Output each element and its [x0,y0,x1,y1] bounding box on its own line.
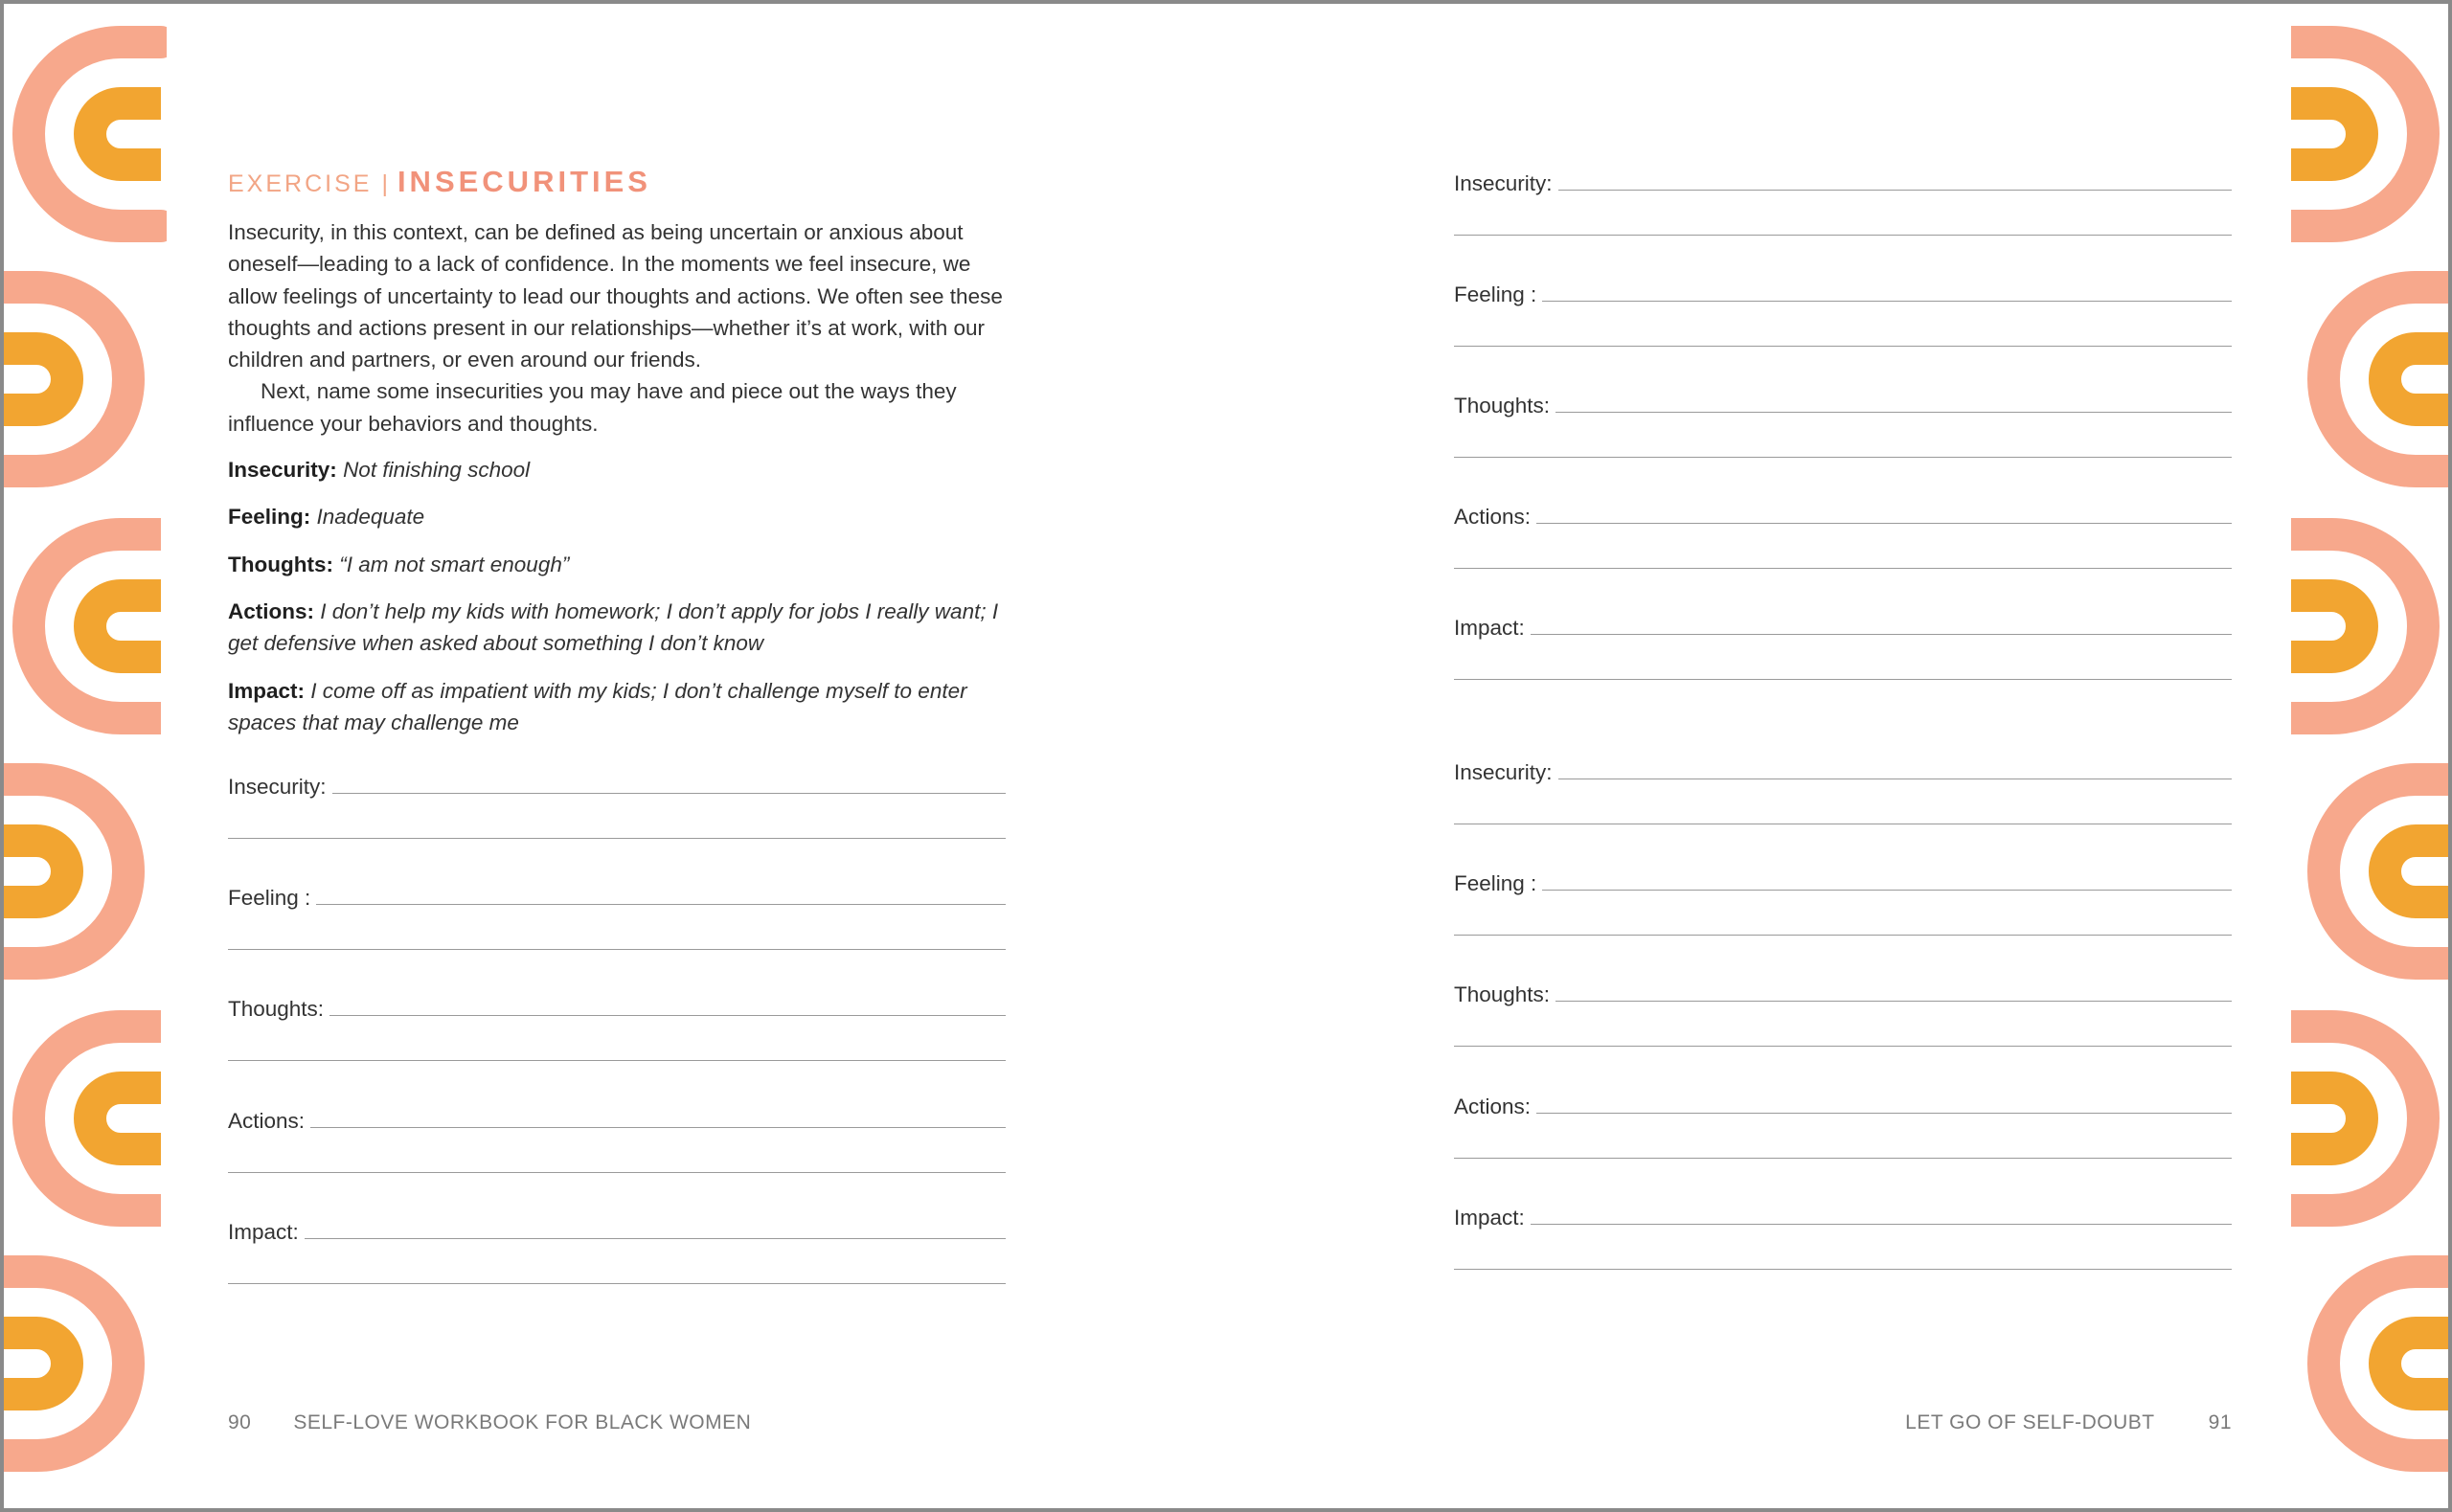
field-label: Thoughts: [1454,394,1551,417]
form2-field-actions[interactable] [1454,1085,2232,1152]
arch-motif-left-2 [4,287,128,471]
field-label: Insecurity: [1454,760,1553,784]
answer-line[interactable] [316,904,1006,905]
form1-field-actions[interactable] [1454,495,2232,562]
answer-line[interactable] [1555,412,2232,413]
arch-motif-right-3 [2291,534,2423,718]
left-page [228,4,1006,1508]
answer-line[interactable] [1531,1224,2232,1225]
form2-field-insecurity[interactable] [1454,751,2232,818]
answer-line[interactable] [1555,1001,2232,1002]
intro-text [228,216,1006,440]
answer-line[interactable] [1454,1046,2232,1047]
answer-line[interactable] [1454,568,2232,569]
answer-line[interactable] [1558,190,2232,191]
answer-line[interactable] [228,838,1006,839]
arch-motif-left-1 [29,42,161,226]
form-field-thoughts[interactable] [228,987,1006,1054]
heading-separator: | [381,170,388,197]
form2-field-feeling[interactable] [1454,862,2232,929]
footer-right [1905,1411,2232,1434]
field-label: Feeling : [228,886,311,910]
footer-left [228,1411,751,1434]
answer-line[interactable] [1454,1158,2232,1159]
arch-motif-left-5 [29,1027,161,1210]
example-label: Impact: [228,679,306,703]
book-title-running-head: SELF-LOVE WORKBOOK FOR BLACK WOMEN [293,1411,752,1433]
field-label: Thoughts: [1454,982,1551,1006]
example-label: Insecurity: [228,458,337,482]
decorative-arch-border-left [4,4,167,1512]
form1-field-impact[interactable] [1454,606,2232,673]
arch-motif-right-2 [2324,287,2448,471]
intro-paragraph-2: Next, name some insecurities you may have and piece out the ways they influence your behaviors and thoughts. [228,379,957,436]
answer-line[interactable] [228,949,1006,950]
field-label: Impact: [1454,616,1525,640]
field-label: Thoughts: [228,997,325,1021]
exercise-kicker: EXERCISE [228,170,373,197]
chapter-title-running-head: LET GO OF SELF-DOUBT [1905,1411,2155,1433]
form-field-feeling[interactable] [228,876,1006,943]
answer-line[interactable] [1536,1113,2232,1114]
answer-line[interactable] [1542,301,2232,302]
example-value: I come off as impatient with my kids; I don’t challenge myself to enter spaces that may challenge me [228,679,967,734]
arch-motif-right-4 [2324,779,2448,963]
form-field-impact[interactable] [228,1210,1006,1277]
example-feeling [228,501,1006,532]
example-value: I don’t help my kids with homework; I don’t apply for jobs I really want; I get defensive when asked about something I don’t know [228,599,999,655]
form1-field-feeling[interactable] [1454,273,2232,340]
answer-line[interactable] [228,1283,1006,1284]
answer-line[interactable] [305,1238,1006,1239]
example-actions [228,596,1006,659]
arch-motif-left-4 [4,779,128,963]
field-label: Insecurity: [228,775,327,799]
exercise-title: INSECURITIES [397,165,651,198]
arch-motif-left-3 [29,534,161,718]
example-value: Not finishing school [343,458,531,482]
form-field-actions[interactable] [228,1099,1006,1166]
field-label: Actions: [1454,1095,1532,1118]
field-label: Actions: [1454,505,1532,529]
field-label: Feeling : [1454,871,1537,895]
answer-line[interactable] [329,1015,1006,1016]
page-number-left: 90 [228,1411,252,1433]
answer-line[interactable] [1454,935,2232,936]
example-label: Thoughts: [228,553,333,576]
answer-line[interactable] [310,1127,1006,1128]
field-label: Impact: [228,1220,299,1244]
example-impact [228,675,1006,738]
arch-motif-right-1 [2291,42,2423,226]
answer-line[interactable] [1531,634,2232,635]
answer-line[interactable] [1454,679,2232,680]
field-label: Feeling : [1454,282,1537,306]
example-value: “I am not smart enough” [339,553,570,576]
answer-line[interactable] [1454,457,2232,458]
example-label: Actions: [228,599,314,623]
arch-motif-left-6 [4,1272,128,1456]
answer-line[interactable] [228,1060,1006,1061]
answer-line[interactable] [228,1172,1006,1173]
answer-line[interactable] [1454,235,2232,236]
field-label: Impact: [1454,1206,1525,1230]
form-field-insecurity[interactable] [228,765,1006,832]
answer-line[interactable] [1542,890,2232,891]
exercise-heading [228,165,651,199]
example-thoughts [228,549,1006,580]
arch-motif-right-6 [2324,1272,2448,1456]
example-value: Inadequate [316,505,425,529]
field-label: Insecurity: [1454,171,1553,195]
form1-field-insecurity[interactable] [1454,162,2232,229]
field-label: Actions: [228,1109,306,1133]
right-page [1454,4,2232,1508]
example-label: Feeling: [228,505,311,529]
arch-motif-right-5 [2291,1027,2423,1210]
form2-field-thoughts[interactable] [1454,973,2232,1040]
answer-line[interactable] [1454,1269,2232,1270]
decorative-arch-border-right [2285,4,2448,1512]
answer-line[interactable] [1454,346,2232,347]
example-insecurity [228,454,1006,485]
form1-field-thoughts[interactable] [1454,384,2232,451]
page-number-right: 91 [2208,1411,2232,1433]
answer-line[interactable] [332,793,1006,794]
intro-paragraph-1: Insecurity, in this context, can be defined as being uncertain or anxious about oneself—leading to a lack of confidence. In the moments we feel insecure, we allow feelings of uncertainty to lead our thoughts and actions. We often see these thoughts and actions present in our relationships—whether it’s at work, with our children and partners, or even around our friends. [228,220,1003,372]
form2-field-impact[interactable] [1454,1196,2232,1263]
answer-line[interactable] [1536,523,2232,524]
